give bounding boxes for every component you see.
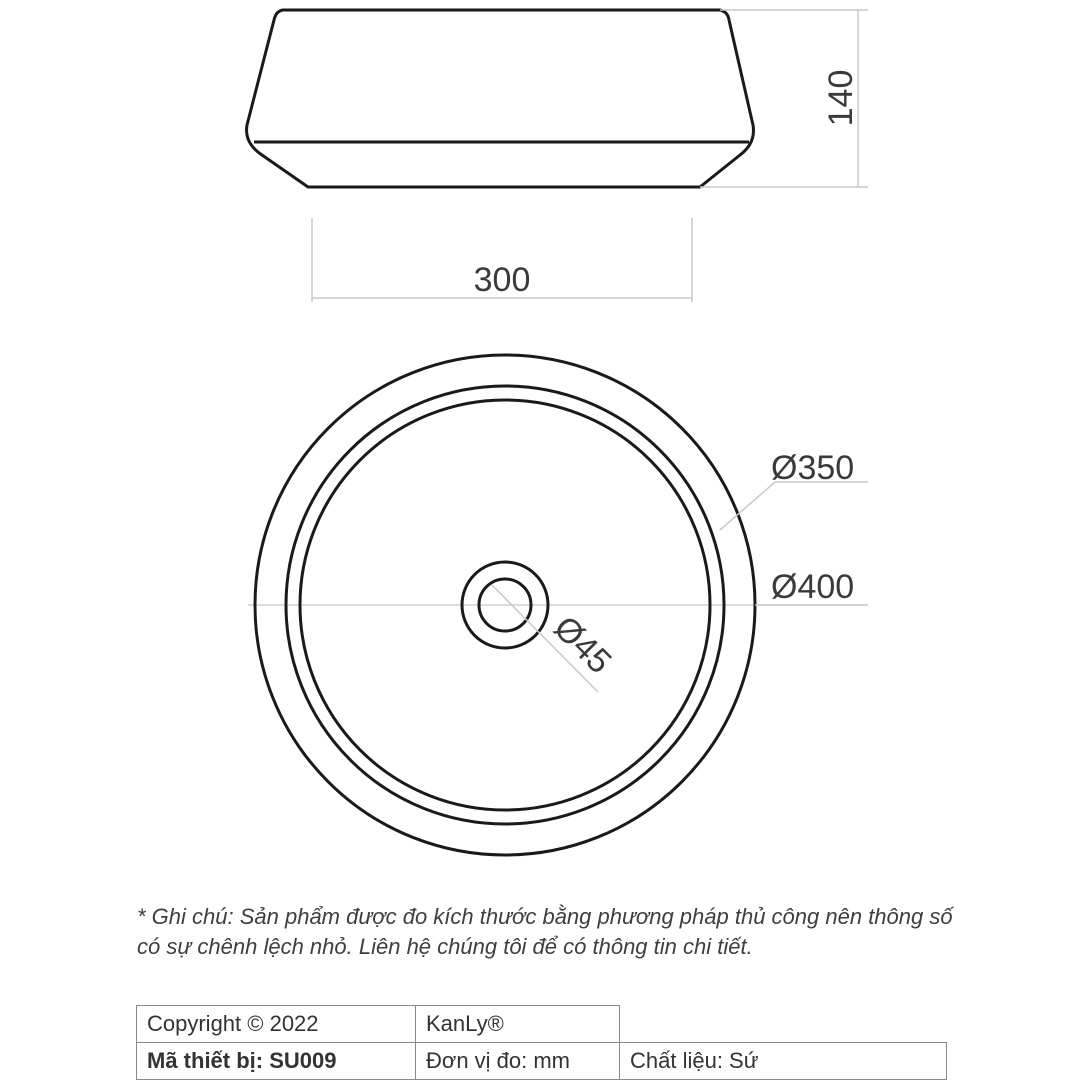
table-row (137, 1006, 947, 1043)
copyright-cell: Copyright © 2022 (137, 1006, 416, 1043)
empty-cell (620, 1006, 947, 1043)
diameter-400-label: Ø400 (771, 568, 855, 606)
info-table (136, 1005, 947, 1080)
height-label: 140 (822, 69, 860, 127)
diameter-350-label: Ø350 (771, 449, 855, 487)
width-label: 300 (473, 261, 531, 299)
side-view (247, 10, 754, 187)
basin-side-profile (247, 10, 754, 187)
material-cell: Chất liệu: Sứ (620, 1043, 947, 1080)
table-row (137, 1043, 947, 1080)
unit-cell: Đơn vị đo: mm (416, 1043, 620, 1080)
measurement-note: * Ghi chú: Sản phẩm được đo kích thước bằng phương pháp thủ công nên thông số có sự chênh lệch nhỏ. Liên hệ chúng tôi để có thông tin chi tiết. (137, 904, 953, 959)
diameter-45-label: Ø45 (546, 608, 619, 682)
brand-cell: KanLy® (416, 1006, 620, 1043)
device-code-cell: Mã thiết bị: SU009 (137, 1043, 416, 1080)
